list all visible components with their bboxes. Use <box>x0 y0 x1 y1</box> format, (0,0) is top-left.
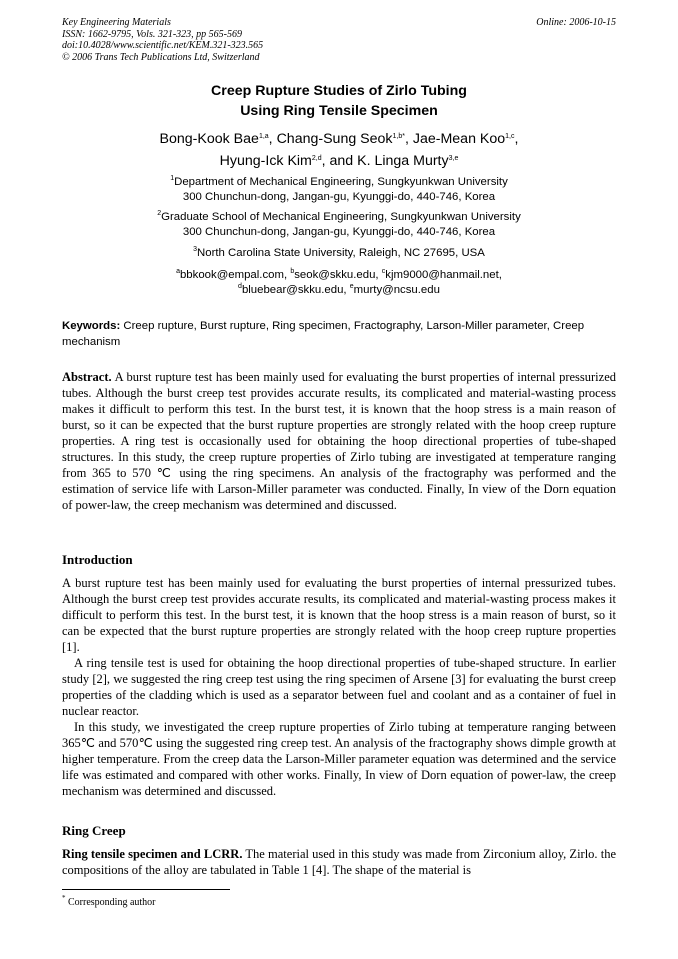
email-mark: a <box>176 268 180 275</box>
affiliation-text: Department of Mechanical Engineering, Sungkyunkwan University <box>174 176 508 188</box>
paragraph: The material used in this study was made from Zirconium alloy, Zirlo. the compositions of the alloy are tabulated in Table 1 [4]. The shape of the material is <box>62 847 617 877</box>
journal-name: Key Engineering Materials <box>62 17 171 28</box>
affiliation-address: 300 Chunchun-dong, Jangan-gu, Kyunggi-do, 440-746, Korea <box>182 226 496 238</box>
author-name: K. Linga Murty <box>357 153 449 169</box>
paragraph: A burst rupture test has been mainly used for evaluating the burst properties of internal pressurized tubes. Although the burst creep test provides accurate results, its complicated and material-wasting process makes it difficult to perform this test. In the burst test, it is known that the hoop stress is a main reason of burst, so it can be expected that the burst rupture properties are strongly related with the hoop creep rupture properties [1]. <box>62 576 616 654</box>
affiliation-text: North Carolina State University, Raleigh, NC 27695, USA <box>197 247 485 259</box>
abstract-text: A burst rupture test has been mainly used for evaluating the burst properties of internal pressurized tubes. Although the burst creep test provides accurate results, its complicated and material-wasting process makes it difficult to perform this test. In the burst test, it is known that the hoop stress is a main reason of burst, so it can be expected that the burst rupture properties are strongly related with the hoop creep rupture properties. A ring test is occasionally used for obtaining the hoop directional properties of tube-shaped structures. In this study, the creep rupture properties of Zirlo tubing are investigated at temperature ranging from 365 to 570 ℃ using the ring specimens. An analysis of the fractography was performed and the estimation of service life with Larson-Miller parameter was conducted. Finally, In view of the Dorn equation of power-law, the creep mechanism was determined and discussed. <box>62 370 616 512</box>
affiliation-3 <box>62 246 616 261</box>
doi-line: doi:10.4028/www.scientific.net/KEM.321-323.565 <box>62 40 264 51</box>
footnote <box>62 894 156 908</box>
email-mark: d <box>238 283 242 290</box>
affiliation-text: Graduate School of Mechanical Engineering, Sungkyunkwan University <box>161 211 521 223</box>
ring-creep-heading: Ring Creep <box>62 823 126 838</box>
journal-header <box>62 17 616 63</box>
author-separator: , <box>404 131 413 147</box>
footnote-divider <box>62 889 230 890</box>
author-name: Hyung-Ick Kim <box>219 153 312 169</box>
ring-creep-body <box>62 846 616 878</box>
author-separator: , and <box>321 153 358 169</box>
email-address: bbkook@empal.com, <box>179 269 291 281</box>
affiliation-2 <box>62 210 616 240</box>
subsection-label: Ring tensile specimen and LCRR. <box>62 847 243 861</box>
author-list <box>62 128 616 172</box>
introduction-heading: Introduction <box>62 552 133 567</box>
author-name: Jae-Mean Koo <box>412 131 506 147</box>
introduction-body <box>62 575 616 799</box>
email-mark: b <box>290 268 295 275</box>
author-name: Bong-Kook Bae <box>159 131 259 147</box>
author-affiliation-mark: 3,e <box>448 155 459 162</box>
paragraph: A ring tensile test is used for obtaining the hoop directional properties of tube-shaped structure. In earlier study [2], we suggested the ring creep test using the ring specimen of Arsene [3] for evaluating the burst creep properties of the cladding which is used as a separator between fuel and coolant and as a container of fuel in nuclear reactor. <box>62 656 616 718</box>
footnote-mark: * <box>62 894 66 902</box>
author-affiliation-mark: 1,b* <box>392 133 405 140</box>
abstract-label: Abstract. <box>62 370 112 384</box>
email-address: murty@ncsu.edu <box>353 284 440 296</box>
affiliation-mark: 2 <box>157 210 162 217</box>
keywords-text: Creep rupture, Burst rupture, Ring specimen, Fractography, Larson-Miller parameter, Creep mechanism <box>62 320 585 348</box>
email-list <box>62 268 616 298</box>
title-line-1: Creep Rupture Studies of Zirlo Tubing <box>211 83 467 99</box>
author-name: Chang-Sung Seok <box>276 131 393 147</box>
copyright-line: © 2006 Trans Tech Publications Ltd, Switzerland <box>62 51 260 63</box>
author-line-1: Bong-Kook Bae$^{1,a}$, Chang-Sung Seok$^{1,b*}$, Jae-Mean Koo$^{1,c}$, <box>159 131 519 147</box>
email-address: kjm9000@hanmail.net, <box>385 269 502 281</box>
affiliation-1 <box>62 175 616 205</box>
keywords <box>62 318 616 350</box>
email-mark: c <box>381 268 386 275</box>
affiliation-mark: 3 <box>193 246 198 253</box>
keywords-label: Keywords: <box>62 320 121 332</box>
issn-line: ISSN: 1662-9795, Vols. 321-323, pp 565-569 <box>62 28 242 40</box>
paragraph: In this study, we investigated the creep rupture properties of Zirlo tubing at temperature ranging between 365℃ and 570℃ using the suggested ring creep test. An analysis of the fractography shows dimple growth at higher temperature. From the creep data the Larson-Miller parameter equation was determined and the service life was estimated and compared with other works. Finally, In view of Dorn equation of power-law, the creep mechanism was determined and discussed. <box>62 720 616 798</box>
email-address: seok@skku.edu, <box>294 269 382 281</box>
author-line-2 <box>62 150 616 172</box>
online-date: Online: 2006-10-15 <box>536 17 616 28</box>
affiliation-mark: 1 <box>170 175 175 182</box>
paper-title <box>62 81 616 121</box>
email-mark: e <box>349 283 354 290</box>
author-affiliation-mark: 2,d <box>311 155 322 162</box>
author-affiliation-mark: 1,c <box>505 133 515 140</box>
affiliation-address: 300 Chunchun-dong, Jangan-gu, Kyunggi-do, 440-746, Korea <box>182 191 496 203</box>
author-affiliation-mark: 1,a <box>258 133 269 140</box>
title-line-2: Using Ring Tensile Specimen <box>240 103 438 119</box>
author-separator: , <box>268 131 277 147</box>
email-address: bluebear@skku.edu, <box>241 284 350 296</box>
footnote-text: Corresponding author <box>65 897 156 908</box>
abstract <box>62 369 616 513</box>
